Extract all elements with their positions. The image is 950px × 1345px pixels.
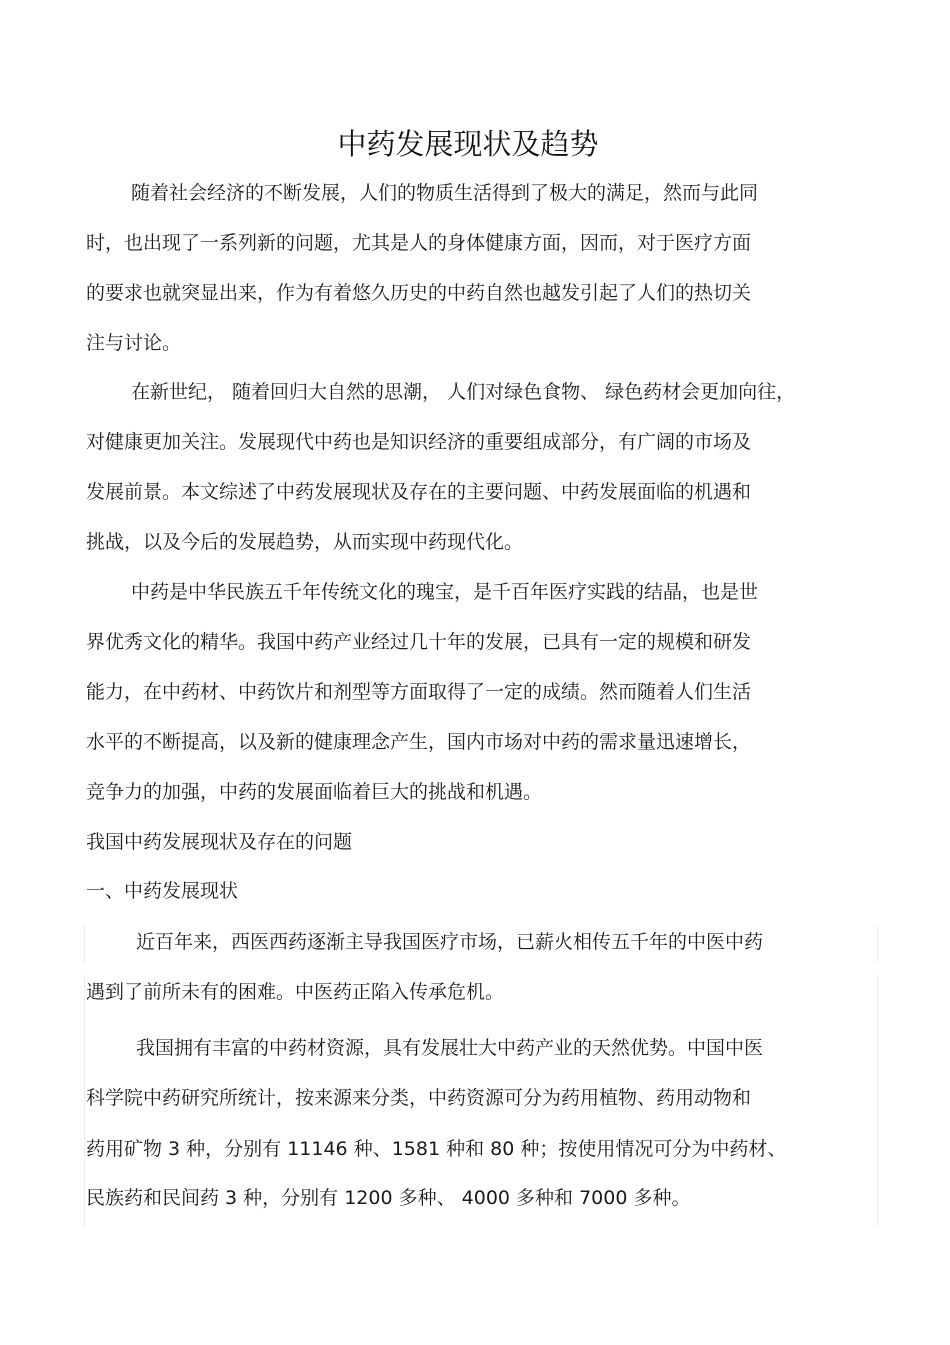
paragraph-4-line-2: 遇到了前所未有的困难。中医药正陷入传承危机。: [86, 981, 505, 1003]
paragraph-5-line-2: 科学院中药研究所统计，按来源来分类，中药资源可分为药用植物、药用动物和: [86, 1087, 752, 1109]
paragraph-5-line-1: 我国拥有丰富的中药材资源，具有发展壮大中药产业的天然优势。中国中医: [136, 1037, 764, 1059]
paragraph-3-line-2: 界优秀文化的精华。我国中药产业经过几十年的发展，已具有一定的规模和研发: [86, 631, 752, 653]
paragraph-5-line-4: 民族药和民间药 3 种，分别有 1200 多种、 4000 多种和 7000 多种。: [86, 1187, 691, 1209]
paragraph-2-line-4: 挑战，以及今后的发展趋势，从而实现中药现代化。: [86, 531, 524, 553]
page-title: 中药发展现状及趋势: [337, 127, 599, 161]
subsection-heading: 一、中药发展现状: [86, 880, 239, 902]
paragraph-1-line-4: 注与讨论。: [86, 332, 182, 354]
paragraph-3-line-4: 水平的不断提高，以及新的健康理念产生，国内市场对中药的需求量迅速增长，: [86, 731, 752, 753]
paragraph-3-line-1: 中药是中华民族五千年传统文化的瑰宝，是千百年医疗实践的结晶，也是世: [131, 581, 759, 603]
paragraph-1-line-3: 的要求也就突显出来，作为有着悠久历史的中药自然也越发引起了人们的热切关: [86, 282, 752, 304]
paragraph-1-line-1: 随着社会经济的不断发展，人们的物质生活得到了极大的满足，然而与此同: [131, 182, 759, 204]
paragraph-5-line-3: 药用矿物 3 种，分别有 11146 种、1581 种和 80 种；按使用情况可分为中药材、: [86, 1138, 787, 1160]
paragraph-2-line-3: 发展前景。本文综述了中药发展现状及存在的主要问题、中药发展面临的机遇和: [86, 481, 752, 503]
paragraph-2-line-2: 对健康更加关注。发展现代中药也是知识经济的重要组成部分，有广阔的市场及: [86, 431, 752, 453]
paragraph-1-line-2: 时，也出现了一系列新的问题，尤其是人的身体健康方面，因而，对于医疗方面: [86, 232, 752, 254]
paragraph-4-line-1: 近百年来，西医西药逐渐主导我国医疗市场，已薪火相传五千年的中医中药: [136, 931, 764, 953]
paragraph-2-line-1: 在新世纪， 随着回归大自然的思潮， 人们对绿色食物、 绿色药材会更加向往，: [131, 381, 796, 403]
section-heading: 我国中药发展现状及存在的问题: [86, 831, 353, 853]
paragraph-3-line-3: 能力，在中药材、中药饮片和剂型等方面取得了一定的成绩。然而随着人们生活: [86, 681, 752, 703]
paragraph-3-line-5: 竞争力的加强，中药的发展面临着巨大的挑战和机遇。: [86, 781, 543, 803]
